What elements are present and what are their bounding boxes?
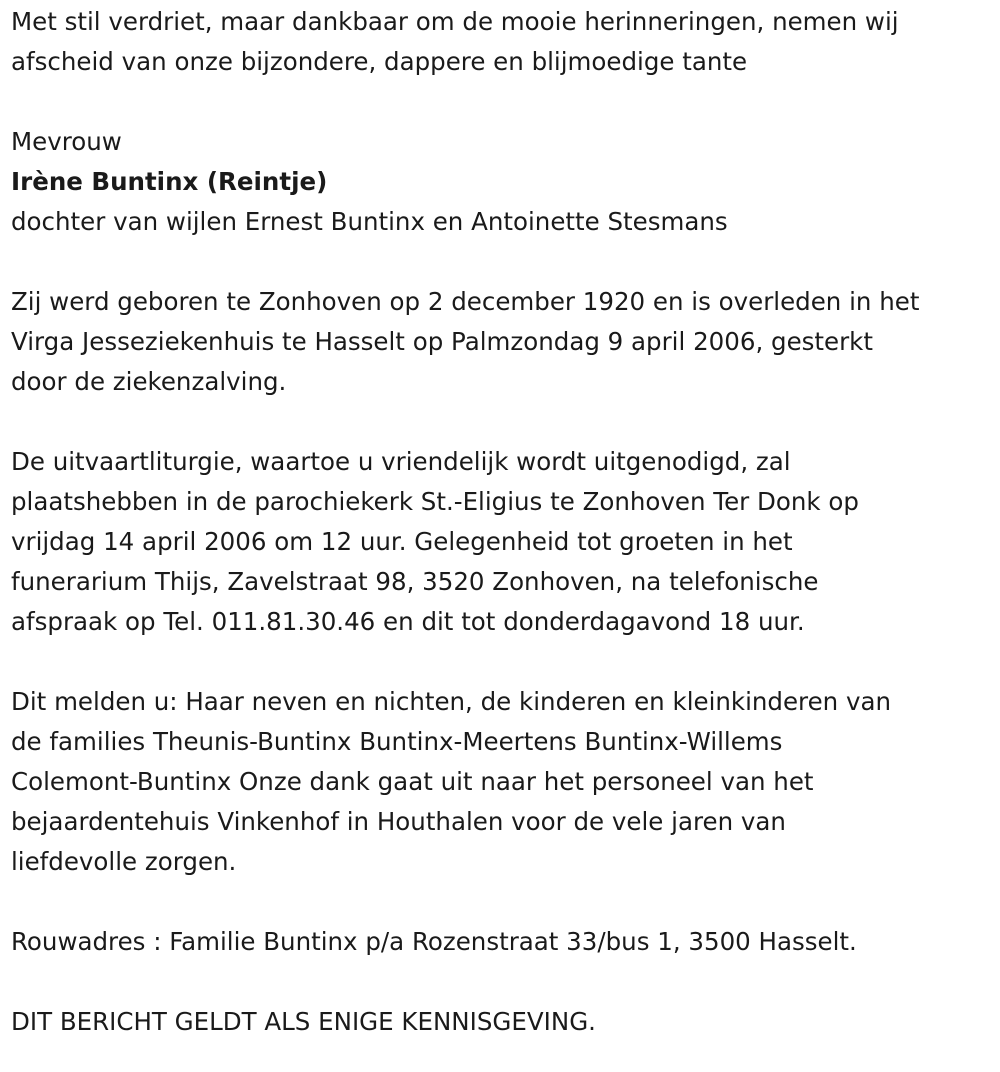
intro-line: Met stil verdriet, maar dankbaar om de mooie herinneringen, nemen wij	[11, 7, 899, 36]
announcers-line: liefdevolle zorgen.	[11, 847, 237, 876]
birth-death-paragraph	[11, 282, 980, 402]
funeral-line: funerarium Thijs, Zavelstraat 98, 3520 Zonhoven, na telefonische	[11, 567, 819, 596]
funeral-line: De uitvaartliturgie, waartoe u vriendelijk wordt uitgenodigd, zal	[11, 447, 791, 476]
sole-notice: DIT BERICHT GELDT ALS ENIGE KENNISGEVING.	[11, 1007, 596, 1036]
funeral-line: afspraak op Tel. 011.81.30.46 en dit tot donderdagavond 18 uur.	[11, 607, 805, 636]
deceased-parents: dochter van wijlen Ernest Buntinx en Antoinette Stesmans	[11, 207, 728, 236]
birth-death-line: Virga Jesseziekenhuis te Hasselt op Palmzondag 9 april 2006, gesterkt	[11, 327, 873, 356]
announcers-line: bejaardentehuis Vinkenhof in Houthalen voor de vele jaren van	[11, 807, 786, 836]
funeral-line: vrijdag 14 april 2006 om 12 uur. Gelegenheid tot groeten in het	[11, 527, 793, 556]
announcers-line: Colemont-Buntinx Onze dank gaat uit naar het personeel van het	[11, 767, 814, 796]
intro-line: afscheid van onze bijzondere, dappere en blijmoedige tante	[11, 47, 748, 76]
deceased-title: Mevrouw	[11, 127, 122, 156]
funeral-paragraph	[11, 442, 980, 642]
mourning-address: Rouwadres : Familie Buntinx p/a Rozenstraat 33/bus 1, 3500 Hasselt.	[11, 927, 857, 956]
announcers-line: Dit melden u: Haar neven en nichten, de kinderen en kleinkinderen van	[11, 687, 892, 716]
birth-death-line: door de ziekenzalving.	[11, 367, 287, 396]
deceased-name: Irène Buntinx (Reintje)	[11, 167, 328, 196]
announcers-line: de families Theunis-Buntinx Buntinx-Meertens Buntinx-Willems	[11, 727, 783, 756]
intro-paragraph	[11, 2, 980, 82]
birth-death-line: Zij werd geboren te Zonhoven op 2 december 1920 en is overleden in het	[11, 287, 920, 316]
funeral-line: plaatshebben in de parochiekerk St.-Eligius te Zonhoven Ter Donk op	[11, 487, 859, 516]
announcers-paragraph	[11, 682, 980, 882]
